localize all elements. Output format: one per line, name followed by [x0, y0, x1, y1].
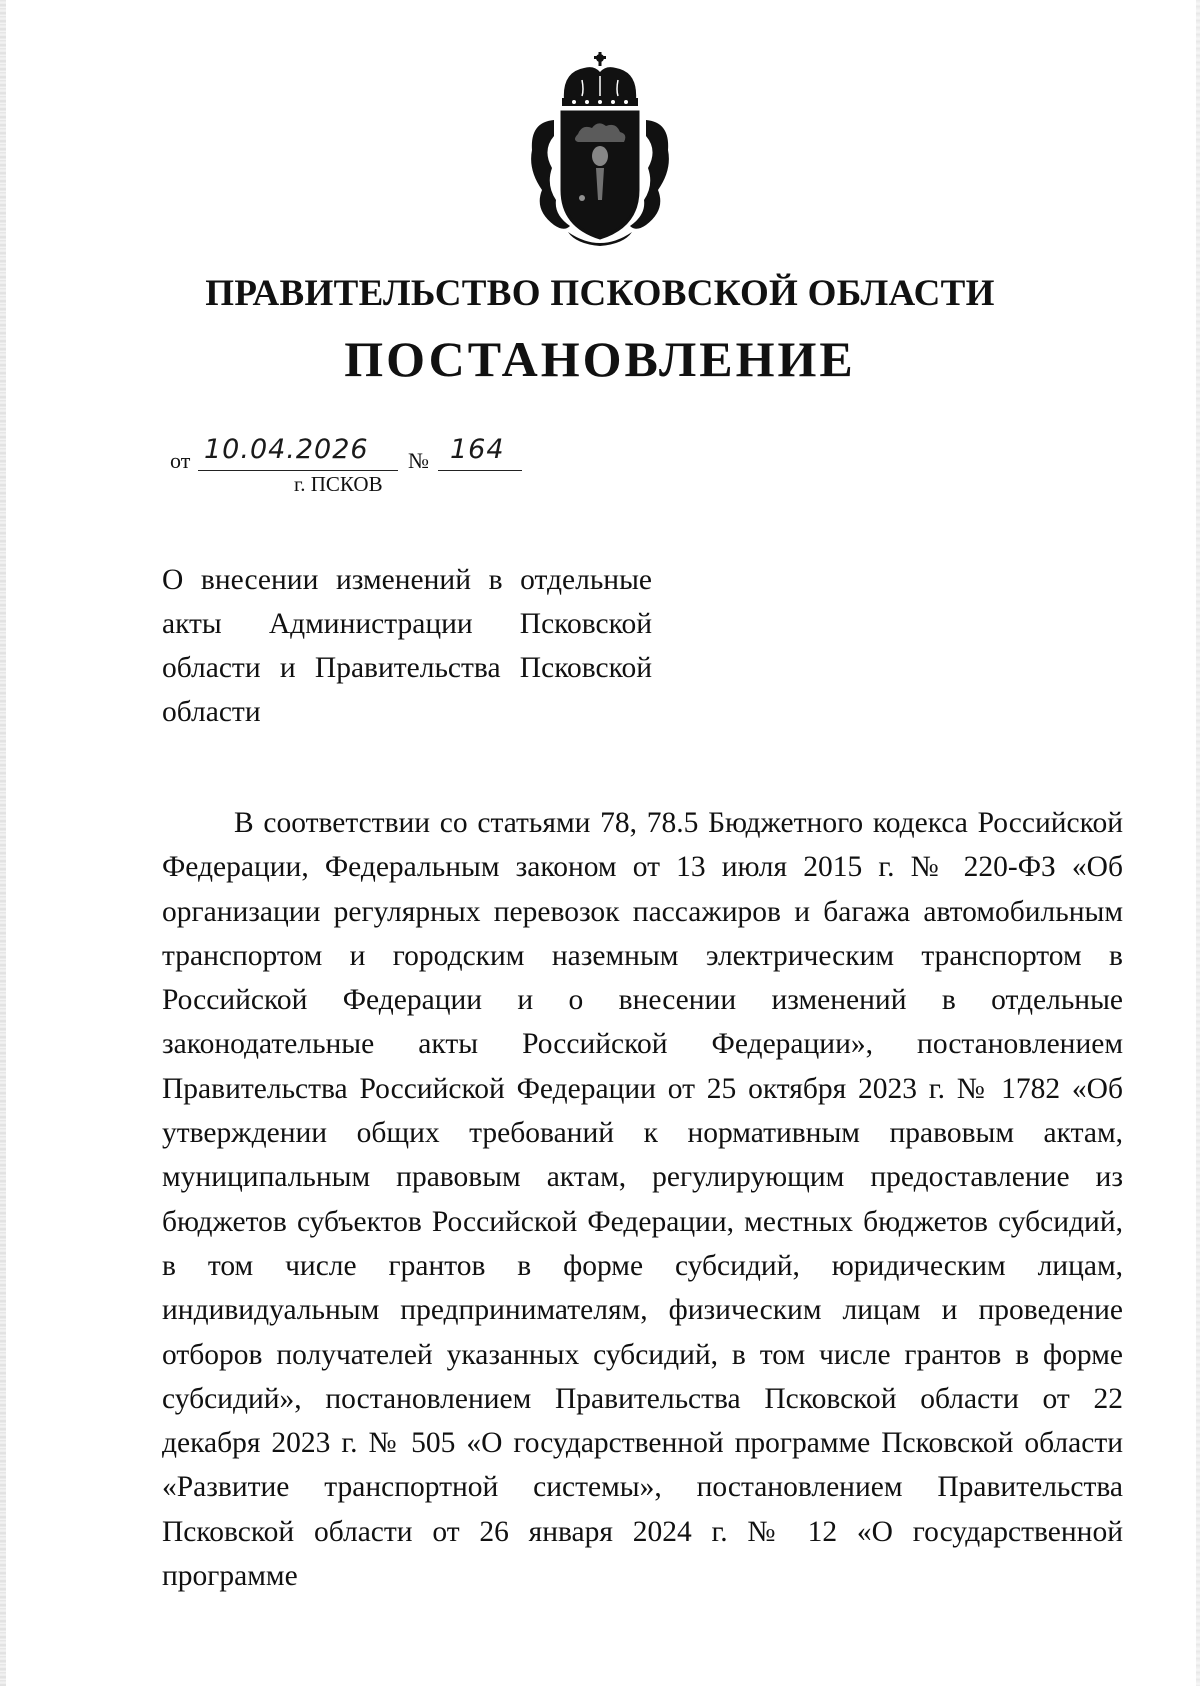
body-paragraph: В соответствии со статьями 78, 78.5 Бюджетного кодекса Российской Федерации, Федеральным законом от 13 июля 2015 г. № 220-ФЗ «Об организации регулярных перевозок пассажиров и багажа автомобильным транспортом и городским наземным электрическим транспортом в Российской Федерации и о внесении изменений в отдельные законодательные акты Российской Федерации», постановлением Правительства Российской Федерации от 25 октября 2023 г. № 1782 «Об утверждении общих требований к нормативным правовым актам, муниципальным правовым актам, регулирующим предоставление из бюджетов субъектов Российской Федерации, местных бюджетов субсидий, в том числе грантов в форме субсидий, юридическим лицам, индивидуальным предпринимателям, физическим лицам и проведение отборов получателей указанных субсидий, в том числе грантов в форме субсидий», постановлением Правительства Псковской области от 22 декабря 2023 г. № 505 «О государственной программе Псковской области «Развитие транспортной системы», постановлением Правительства Псковской области от 26 января 2024 г. № 12 «О государственной программе [162, 807, 1123, 1593]
date-label: от [170, 448, 191, 473]
number-value: 164 [450, 434, 505, 465]
pskov-coat-of-arms-icon [524, 50, 676, 250]
date-underline [198, 470, 398, 471]
organization-title: ПРАВИТЕЛЬСТВО ПСКОВСКОЙ ОБЛАСТИ [205, 273, 995, 314]
city-label: г. ПСКОВ [294, 472, 383, 496]
number-underline [438, 470, 522, 471]
date-value: 10.04.2026 [204, 434, 369, 465]
scan-edge-left [0, 0, 6, 1686]
document-subject: О внесении изменений в отдельные акты Администрации Псковской области и Правительства Псковской области [162, 564, 652, 728]
scan-edge-right [1196, 0, 1200, 1686]
number-label: № [408, 448, 429, 473]
document-type-title: ПОСТАНОВЛЕНИЕ [344, 331, 856, 387]
